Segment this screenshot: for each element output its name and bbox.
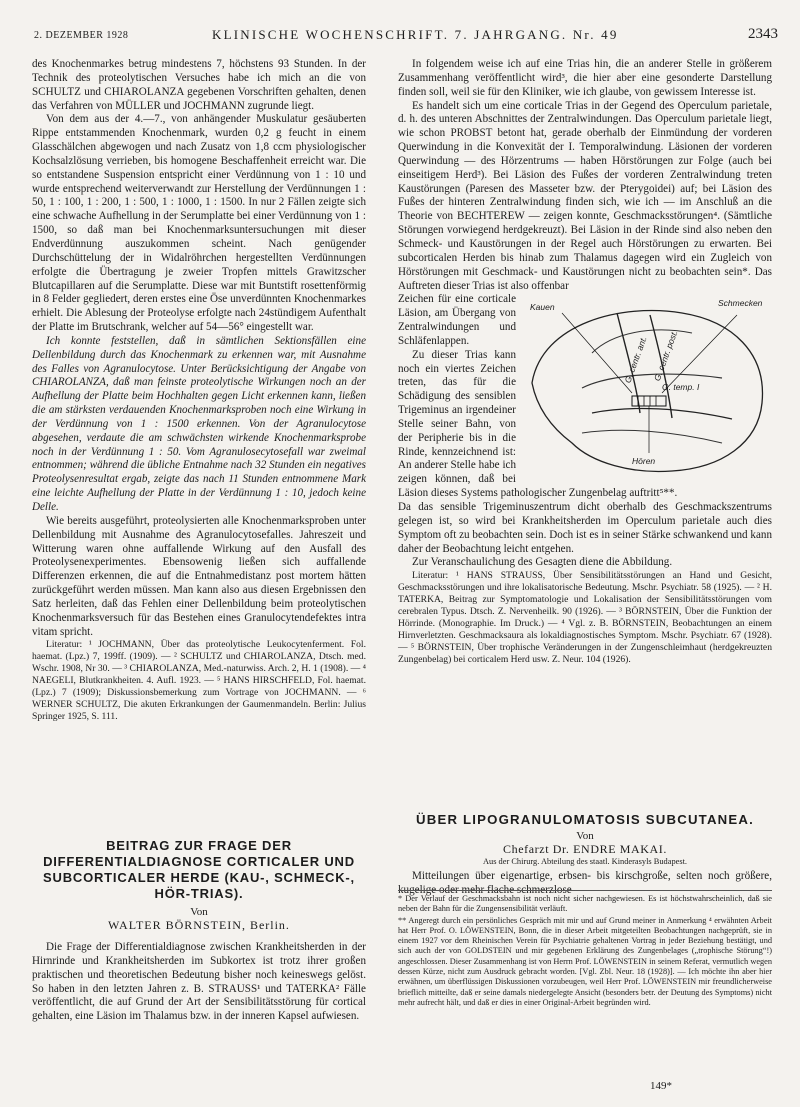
- footnote: * Der Verlauf der Geschmacksbahn ist noch nicht sicher nachgewiesen. Es ist höchstwahrscheinlich, daß sie neben der Bahn für die Zungensensibilität verläuft.: [398, 894, 772, 914]
- paragraph: Wie bereits ausgeführt, proteolysierten alle Knochenmarksproben unter Dellenbildung mit Ausnahme des Agranulocytosefalles. Jahreszeit und Witterung waren ohne auffallende Wirkung auf den Ausfall des Proteolysenexperimentes. Ebensowenig ließen sich auffallende Differenzen erkennen, die auf die Entnahmedistanz post mortem hätten zurückgeführt werden müssen. Man kann also aus diesen Ergebnissen den Satz herleiten, daß das Fehlen einer Dellenbildung beim proteolytischen Knochenmarksversuch für das Bestehen eines Granulocytendefektes intra vitam spricht.: [32, 514, 366, 638]
- paragraph: Mitteilungen über eigenartige, erbsen- bis kirschgroße, selten noch größere, kugelige oder mehr flache schmerzlose: [398, 870, 772, 896]
- literature-left: [32, 639, 366, 722]
- label-schmecken: Schmecken: [718, 298, 763, 309]
- footnotes: [398, 890, 772, 1009]
- figure-reference: Zur Veranschaulichung des Gesagten diene die Abbildung.: [412, 556, 673, 569]
- page-footer-number: 149*: [650, 1080, 672, 1092]
- paragraph: Zu dieser Trias kann noch ein viertes Zeichen treten, das für die Schädigung des sensiblen Trigeminus an irgendeiner Stelle seiner Bahn, von der Peripherie bis in die Rinde, kennzeichnend ist: An anderer Stelle habe ich zeigen können, daß bei Läsion dieses Systems pathologischer Zungenbelag auftritt⁵**.: [398, 348, 678, 500]
- label-g-centr-ant: G. centr. ant.: [622, 335, 649, 385]
- journal-title: KLINISCHE WOCHENSCHRIFT. 7. JAHRGANG. Nr. 49: [212, 27, 619, 42]
- paragraph: Von dem aus der 4.—7., von anhängender Muskulatur gesäuberten Rippe entstammenden Knochenmark, wurden 0,2 g feucht in einem Glasschälchen abgewogen und nach Zusatz von 1,8 ccm physiologischer Kochsalzlösung verrieben, bis homogene Beschaffenheit erreicht war. Die so entstandene Suspension entspricht einer Verdünnung von 1 : 10 und wurde entsprechend weiterverwandt zur Herstellung der Verdünnungen 1 : 50, 1 : 100, 1 : 200, 1 : 500, 1 : 1000, 1 : 1500. In nur 2 Fällen zeigte sich eine schwache Aufhellung in der Serumplatte bei einer Verdünnung von 1 : 1500, so daß man bei Knochenmarksuntersuchungen mit dieser Endverdünnung auszukommen scheint. Nach genügender Durchschüttelung der in Widalröhrchen hergestellten Verdünnungen erfolgte die Übertragung je zweier Tropfen mittels Grawitzscher Blutcapillaren auf die Serumplatte. Diese war mit Buntstift rosettenförmig in 8 Felder gegliedert, deren erstes eine Öse unverdünnten Knochenmarkes erhielt. Die Ablesung der Proteolyse erfolgte nach 24stündigem Aufenthalt der Platte im Brutschrank, welcher auf 54—56° eingestellt war.: [32, 113, 366, 334]
- paragraph: Die Frage der Differentialdiagnose zwischen Krankheitsherden in der Hirnrinde und Krankheitsherden im Subkortex ist trotz ihrer großen praktischen und theoretischen Bedeutung bisher noch keineswegs gelöst. So haben in den letzten Jahren z. B. STRAUSS¹ und TATERKA² Fälle veröffentlicht, die auf Grund der Art der Sensibilitätsstörung für cortical gehalten, eine Läsion im Thalamus bzw. in der inneren Kapsel aufwiesen.: [32, 941, 366, 1023]
- article-title: BEITRAG ZUR FRAGE DER DIFFERENTIALDIAGNOSE CORTICALER UND SUBCORTICALER HERDE (KAU-, SCHMECK-, HÖR-TRIAS).: [43, 838, 355, 901]
- paragraph: des Knochenmarkes betrug mindestens 7, höchstens 93 Stunden. In der Technik des proteolytischen Versuches habe ich mich an die von SCHULTZ und CHIAROLANZA gegebenen Vorschriften gehalten, denen das Verfahren von MÜLLER und JOCHMANN zugrunde liegt.: [32, 58, 366, 112]
- article-title: ÜBER LIPOGRANULOMATOSIS SUBCUTANEA.: [416, 812, 754, 827]
- article-makai: [398, 812, 772, 898]
- running-header: [34, 26, 778, 46]
- label-g-centr-post: G. centr. post.: [651, 329, 680, 383]
- header-date: 2. DEZEMBER 1928: [34, 30, 129, 41]
- article-bornstein: [32, 838, 366, 1024]
- literature-text: Literatur: ¹ HANS STRAUSS, Über Sensibilitätsstörungen an Hand und Gesicht, Geschmacksstörungen und ihre lokalisatorische Bedeutung. Mschr. Psychiatr. 58 (1925). — ² H. TATERKA, Beitrag zur Symptomatologie und Lokalisation der Sensibilitätsstörungen vom cerebralen Typus. Dtsch. Z. Nervenheilk. 90 (1926). — ³ BÖRNSTEIN, Über die Funktion der Hörrinde. (Monographie. Im Druck.) — ⁴ Vgl. z. B. BÖRNSTEIN, Beobachtungen an einem Hirnverletzten. Geschmacksaura als lokaldiagnostisches Symptom. Mschr. Psychiatr. 67 (1928). — ⁵ BÖRNSTEIN, Über trophische Veränderungen in der Zungenschleimhaut (herdgekreuzten Zungenbelag) bei corticalem Herd usw. Z. Neur. 104 (1926).: [398, 570, 772, 665]
- article-author: WALTER BÖRNSTEIN, Berlin.: [108, 918, 290, 932]
- brain-figure: [522, 293, 772, 479]
- article-affiliation: Aus der Chirurg. Abteilung des staatl. Kinderasyls Budapest.: [482, 857, 688, 866]
- paragraph: Zeichen für eine corticale Läsion, am Übergang von Zentralwindungen und Schläfenlappen.: [398, 293, 516, 347]
- left-column: [32, 58, 366, 723]
- literature-right: [398, 570, 772, 665]
- paragraph: Da das sensible Trigeminuszentrum dicht oberhalb des Geschmackszentrums gelegen ist, so wird bei Krankheitsherden im Operculum parietale auch dies Symptom oft zu beobachten sein. Doch ist es in seiner Stärke schwankend und kann daher der Beobachtung leicht entgehen.: [398, 501, 772, 555]
- label-kauen: Kauen: [530, 302, 555, 313]
- article-author: Chefarzt Dr. ENDRE MAKAI.: [503, 842, 667, 856]
- paragraph: Ich konnte feststellen, daß in sämtlichen Sektionsfällen eine Dellenbildung durch das Knochenmark zu erkennen war, mit Ausnahme des Falles von Agranulocytose. Unter Berücksichtigung der Angabe von CHIAROLANZA, daß man feinste proteolytische Wirkungen noch an der Aufhellung der Platte beim Hochhalten gegen Licht erkennen kann, ließen die am stärksten verdauenden Knochenmarksproben noch eine Wirkung in der Verdünnung von 1 : 1500 erkennen. Von der Agranulocytose abgesehen, verdaute die am schwächsten wirkende Knochenmarksprobe noch in der Verdünnung 1 : 50. Vom Agranulosecytosefall war zweimal entnommen; während die übliche Entnahme nach 32 Stunden ein negatives Proteolysenresultat ergab, zeigte das nach 11 Stunden entnommene Mark eine leichte Aufhellung der Platte in der Verdünnung 1 : 10, jedoch keine Delle.: [32, 334, 366, 513]
- article-von: Von: [190, 906, 208, 918]
- label-hoeren: Hören: [632, 456, 656, 467]
- brain-diagram: [522, 293, 772, 479]
- footnote: ** Angeregt durch ein persönliches Gespräch mit mir und auf Grund meiner in Anmerkung ⁴ erwähnten Arbeit hat Herr Prof. O. LÖWENSTEIN, Bonn, die in dieser Arbeit mitgeteilten Beobachtungen nachgeprüft, sie in einem 1927 vor dem Rheinischen Verein für Psychiatrie gehaltenen Vortrag in jeder Beziehung bestätigt, und sich auch der von GOLDSTEIN und mir gegebenen Erklärung des Zungenbelages („trophische Störung“!) angeschlossen. Dieser Zusammenhang ist von Herrn Prof. LÖWENSTEIN in seinem Referat, vermutlich wegen dessen Kürze, nicht zum Ausdruck gebracht worden. [Vgl. Zbl. Neur. 18 (1928)]. — Ich möchte ihn aber hier erwähnen, um überflüssigen Diskussionen vorzubeugen, weil Herr Prof. LÖWENSTEIN mir freundlicherweise brieflich mitteilte, daß er seine damals niedergelegte Ansicht (besonders betr. der Deutung des Symptoms) nicht mehr aufrecht hält, und daß er dies in einer Original-Arbeit begründen wird.: [398, 915, 772, 1007]
- page-number-top: 2343: [748, 26, 778, 42]
- article-von: Von: [576, 830, 594, 842]
- literature-text: Literatur: ¹ JOCHMANN, Über das proteolytische Leukocytenferment. Fol. haemat. (Lpz.) 7, 199ff. (1909). — ² SCHULTZ und CHIAROLANZA, Dtsch. med. Wschr. 1908, Nr 30. — ³ CHIAROLANZA, Med.-naturwiss. Arch. 2, H. 1 (1908). — ⁴ NAEGELI, Blutkrankheiten. 4. Aufl. 1923. — ⁵ HANS HIRSCHFELD, Fol. haemat. (Lpz.) 7 (1909); Diskussionsbemerkung zum Vortrage von JOCHMANN. — ⁶ WERNER SCHULTZ, Die akuten Erkrankungen der Gaumenmandeln. Berlin: Julius Springer 1925, S. 111.: [32, 639, 366, 722]
- paragraph: In folgendem weise ich auf eine Trias hin, die an anderer Stelle in größerem Zusammenhang veröffentlicht wird³, die hier aber eine gesonderte Darstellung finden soll, weil sie für den Kliniker, wie ich glaube, von gewissem Interesse ist.: [398, 58, 772, 98]
- label-g-temp: G. temp. I: [662, 382, 700, 393]
- paragraph: Es handelt sich um eine corticale Trias in der Gegend des Operculum parietale, d. h. des unteren Abschnittes der Zentralwindungen. Das Operculum parietale liegt, wie schon PROBST betont hat, gerade oberhalb der Einmündung der vorderen Querwindung in die Konvexität der I. Temporalwindung. Läsionen der vorderen Querwindung — des Hörzentrums — haben Hörstörungen zur Folge (auch bei einseitigem Herd³). Bei Läsion des Fußes der vorderen Zentralwindung treten Kaustörungen (Paresen des Masseter bzw. der Pterygoidei) auf; bei Läsion des Fußes der hinteren Zentralwindung finden sich, wie ich — im Anschluß an die Theorie von BECHTEREW — zeigen konnte, Geschmacksstörungen⁴. (Sämtliche Störungen vorwiegend herdgekreuzt). Bei Läsion in der Rinde sind also neben den Schmeck- und Kaustörungen in der Regel auch Hörstörungen zu erwarten. Bei subcorticalen Herden bis hinab zum Thalamus dagegen wird ein Zugleich von Hörstörungen mit Geschmack- und Kaustörungen nicht zu beobachten sein*. Das Auftreten dieser Trias ist also offenbar: [398, 99, 772, 292]
- right-column: [398, 58, 772, 665]
